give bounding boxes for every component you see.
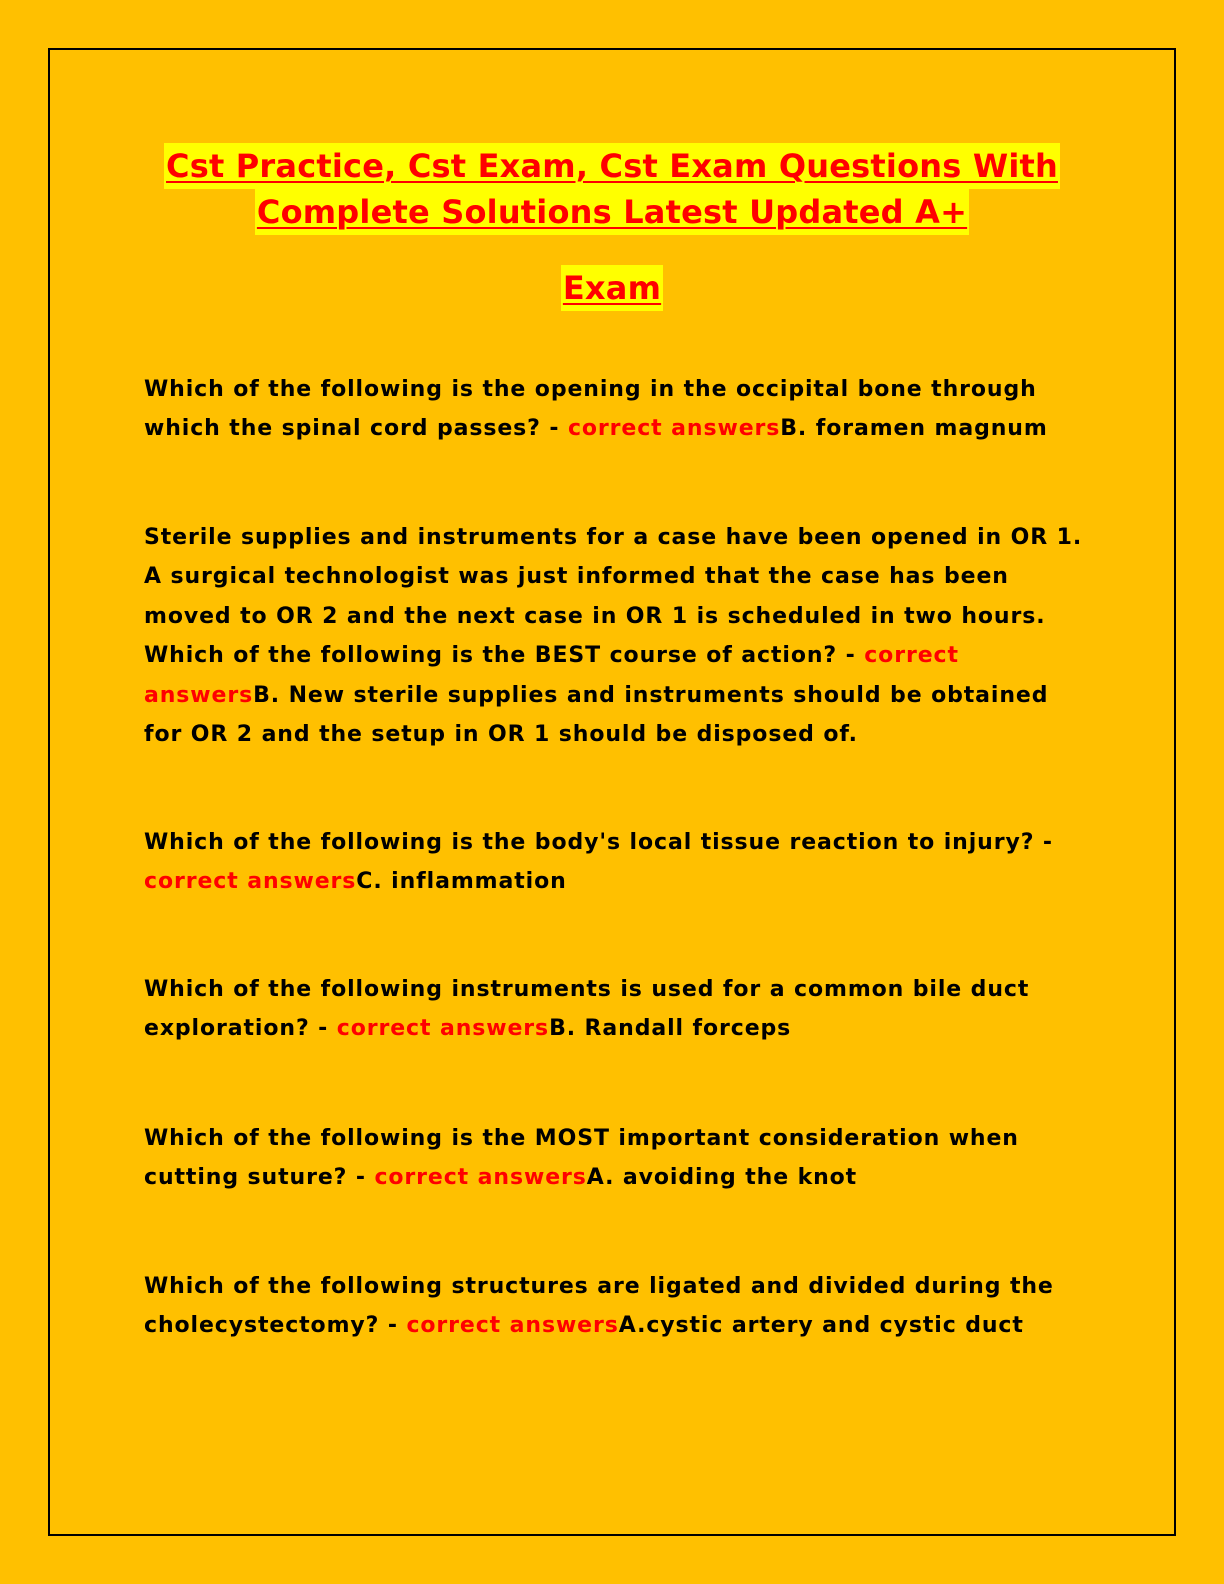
question-text: Which of the following structures are ligated and divided during the cholecystectomy? - [144, 1274, 1054, 1339]
answer-text: A.cystic artery and cystic duct [618, 1313, 1024, 1339]
answer-text: B. New sterile supplies and instruments should be obtained for OR 2 and the setup in OR 1 should be disposed of. [144, 682, 1049, 748]
qa-item-4 [144, 970, 1084, 1049]
question-text: Sterile supplies and instruments for a case have been opened in OR 1. A surgical technologist was just informed that the case has been moved to OR 2 and the next case in OR 1 is scheduled in two hours. Which of the following is the BEST course of action? - [144, 525, 1083, 669]
correct-answers-label: correct answers [374, 1165, 587, 1191]
correct-answers-label: correct answers [567, 416, 781, 442]
correct-answers-label: correct answers [406, 1313, 619, 1339]
qa-item-3 [144, 823, 1084, 902]
qa-item-1 [144, 370, 1084, 449]
title-row-1 [0, 143, 1224, 189]
qa-item-6 [144, 1267, 1084, 1346]
question-text: Which of the following is the opening in the occipital bone through which the spinal cord passes? - [144, 377, 1037, 442]
qa-item-5 [144, 1119, 1084, 1198]
title-row-2 [0, 189, 1224, 235]
document-title [0, 143, 1224, 311]
answer-text: B. Randall forceps [549, 1016, 792, 1042]
title-line-3: Exam [561, 265, 663, 311]
answer-text: B. foramen magnum [780, 416, 1048, 442]
correct-answers-label: correct answers [144, 869, 357, 895]
correct-answers-label: correct answers [144, 643, 959, 708]
answer-text: A. avoiding the knot [586, 1165, 858, 1191]
question-text: Which of the following is the body's local tissue reaction to injury? - [144, 830, 1053, 855]
title-row-3 [0, 265, 1224, 311]
question-text: Which of the following instruments is used for a common bile duct exploration? - [144, 977, 1030, 1042]
answer-text: C. inflammation [356, 869, 567, 895]
question-text: Which of the following is the MOST important consideration when cutting suture? - [144, 1126, 1019, 1191]
correct-answers-label: correct answers [336, 1016, 550, 1042]
title-line-2: Complete Solutions Latest Updated A+ [255, 189, 969, 235]
qa-item-2 [144, 518, 1084, 754]
title-line-1: Cst Practice, Cst Exam, Cst Exam Questions With [164, 143, 1060, 189]
